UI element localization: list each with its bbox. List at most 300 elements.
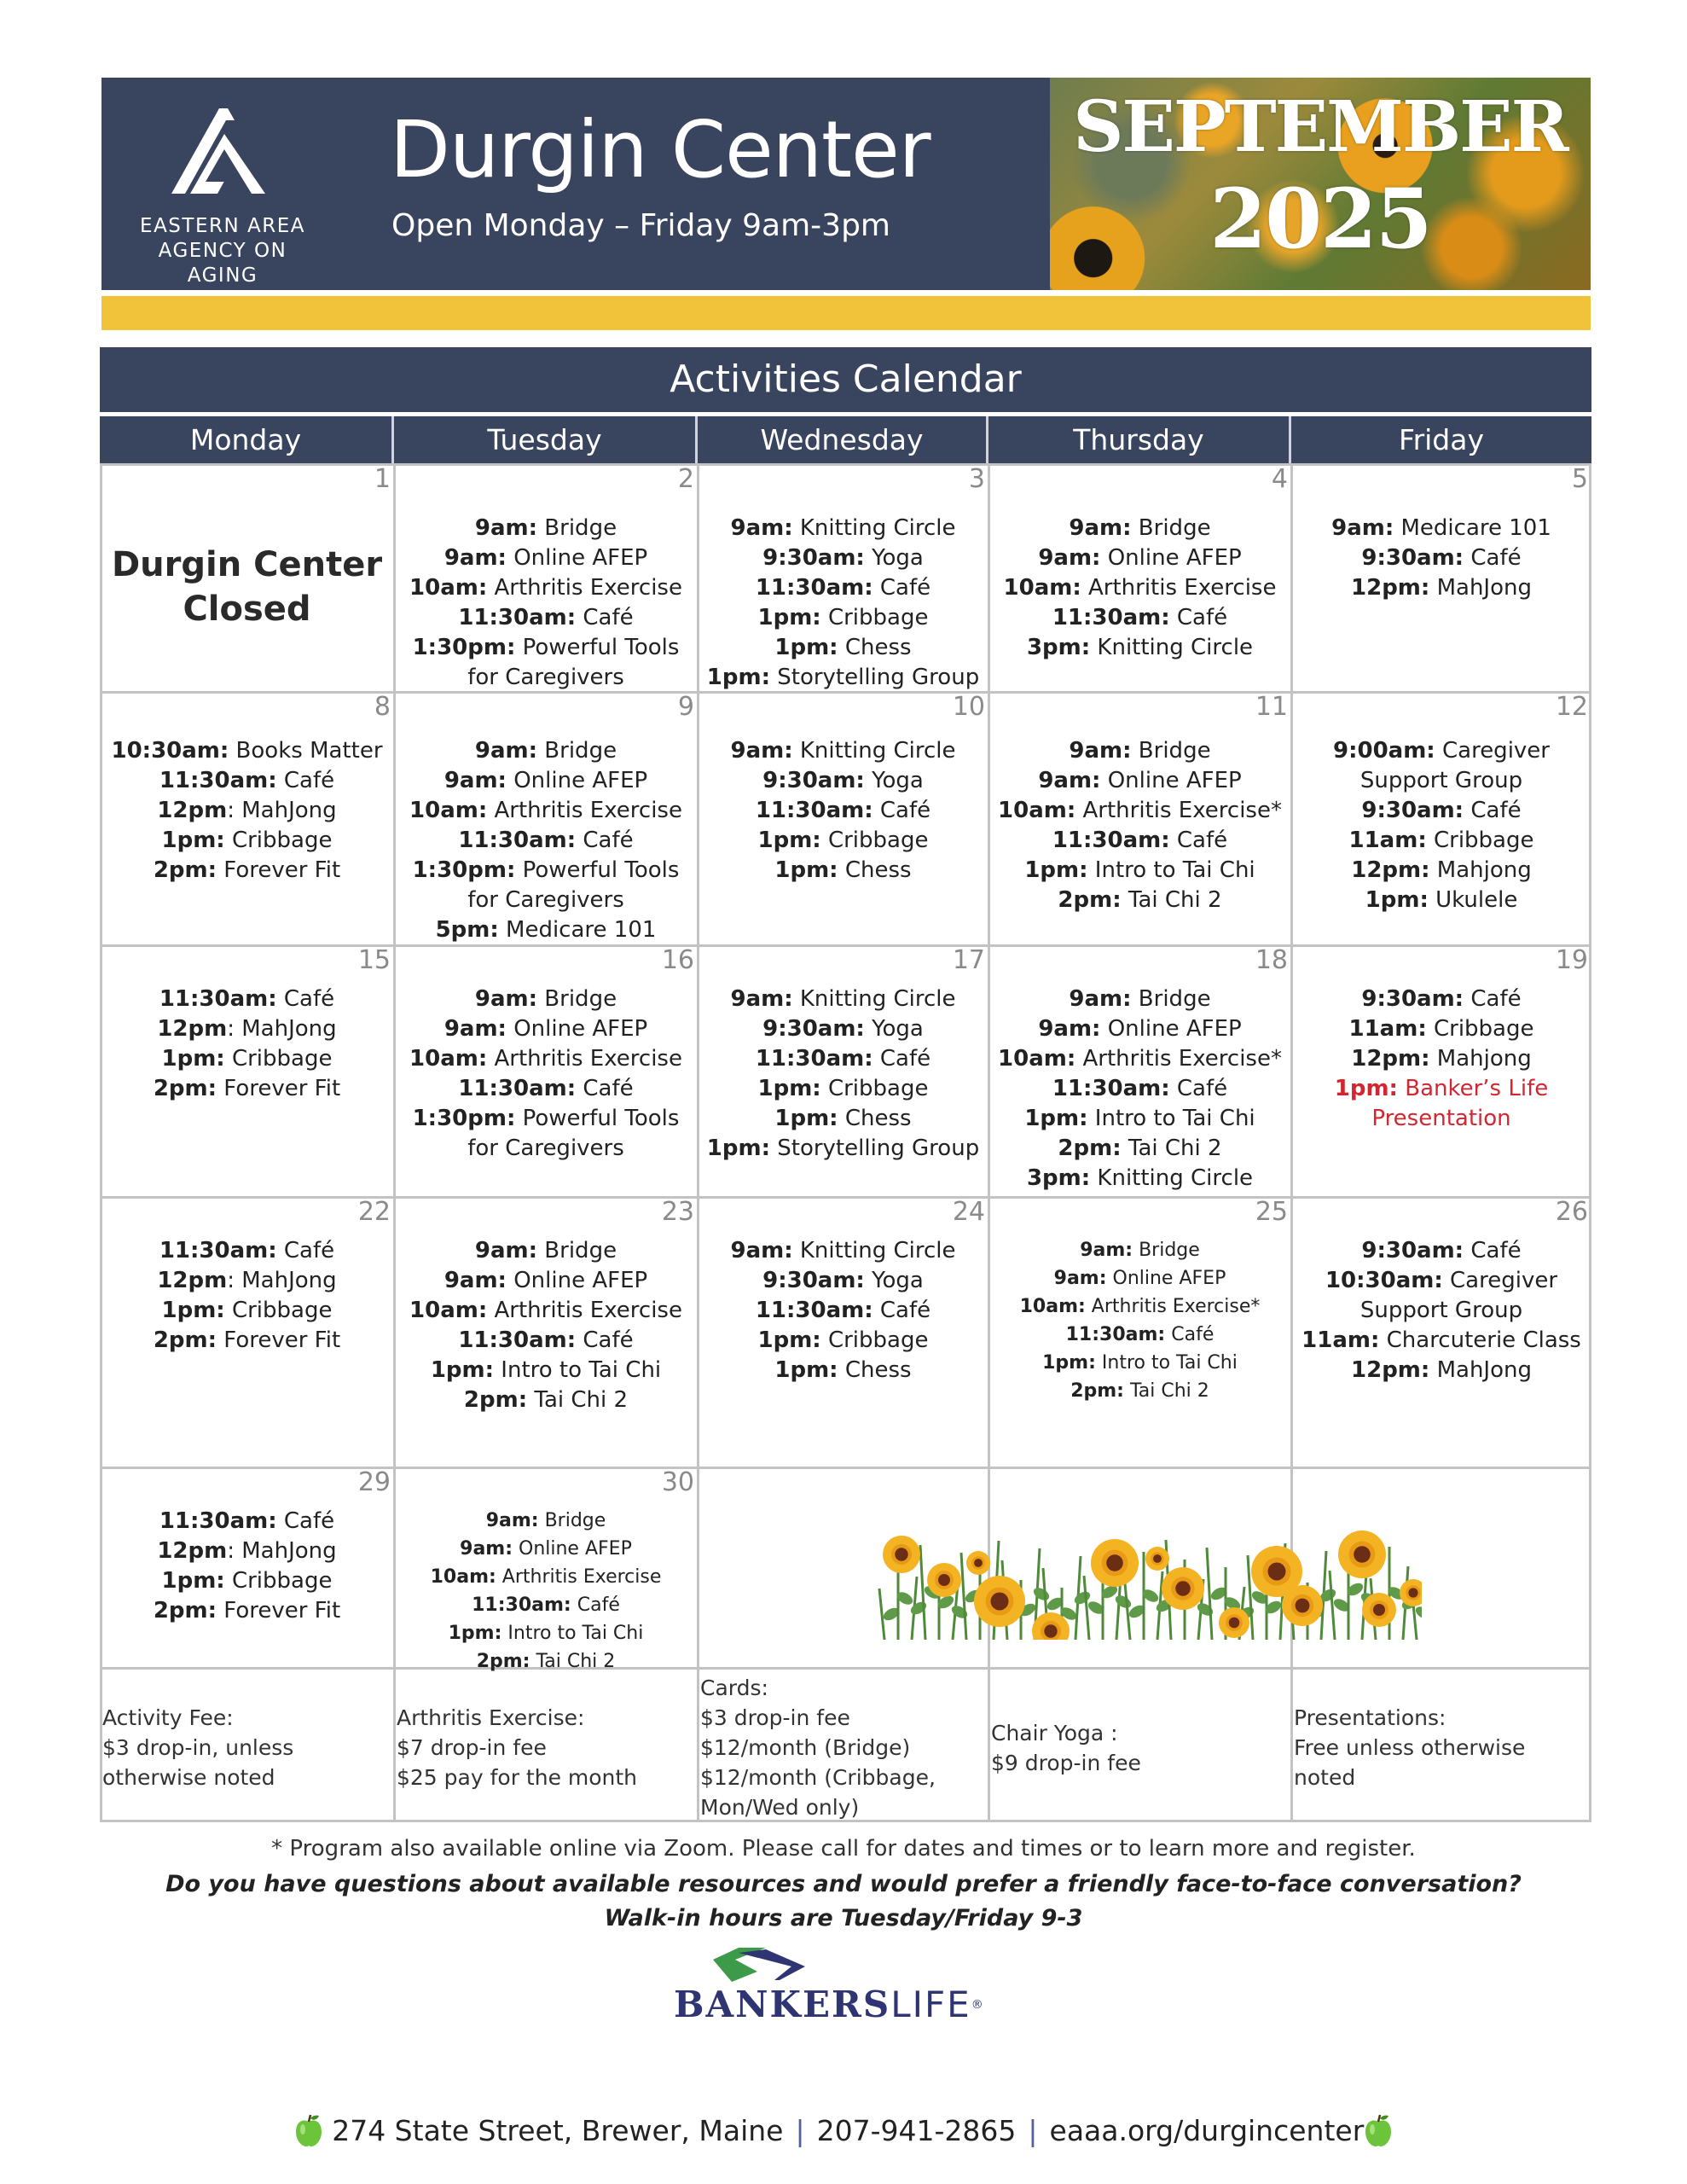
event-item (1291, 573, 1591, 603)
event-time: 9am: (1069, 515, 1132, 541)
date-number: 1 (374, 464, 391, 494)
event-name: Knitting Circle (792, 1238, 956, 1263)
event-time: 1pm: (161, 1298, 225, 1323)
event-name: Cribbage (224, 828, 333, 853)
event-item (1291, 543, 1591, 573)
event-item (698, 1044, 988, 1074)
event-time: 3pm: (1026, 635, 1091, 660)
date-number: 16 (661, 945, 694, 975)
event-item (988, 1349, 1291, 1377)
date-number: 23 (661, 1197, 694, 1227)
phone-number[interactable]: 207-941-2865 (816, 2114, 1017, 2147)
event-time: 1pm: (161, 828, 225, 853)
event-item (988, 1321, 1291, 1349)
fee-note (102, 1703, 390, 1792)
sunflowers-illustration-icon (876, 1529, 1422, 1640)
event-item (698, 573, 988, 603)
event-time: 11:30am: (1052, 1076, 1170, 1101)
event-item (394, 1266, 698, 1296)
event-name: Café (872, 1298, 931, 1323)
date-number: 22 (357, 1197, 391, 1227)
event-list (394, 736, 698, 945)
event-time: 10am: (409, 798, 488, 823)
event-item (1291, 1074, 1591, 1134)
event-list (1291, 1236, 1591, 1385)
event-item (988, 1074, 1291, 1104)
event-time: 1:30pm: (412, 1106, 516, 1131)
fee-note (397, 1703, 693, 1792)
event-name: Mahjong (1429, 1046, 1532, 1072)
event-item (698, 1014, 988, 1044)
event-name: Yoga (864, 1016, 924, 1042)
event-item (1291, 856, 1591, 886)
fee-line: $12/month (Cribbage, (700, 1765, 936, 1790)
event-list (100, 1507, 394, 1626)
event-name: Café (1464, 545, 1522, 571)
event-item (394, 1296, 698, 1326)
page-title: Durgin Center (390, 104, 930, 195)
event-item (988, 573, 1291, 603)
calendar-day-cell (394, 464, 698, 692)
date-number: 18 (1255, 945, 1288, 975)
fee-line: Free unless otherwise (1294, 1735, 1526, 1760)
gold-divider (101, 296, 1591, 330)
event-item (394, 1647, 698, 1676)
event-name: Yoga (864, 1268, 924, 1293)
event-name: Cribbage (1426, 1016, 1534, 1042)
event-item (698, 766, 988, 796)
event-name: Bridge (1133, 1240, 1200, 1261)
event-item (394, 1385, 698, 1415)
event-time: 1pm: (774, 1106, 838, 1131)
calendar-day-cell (988, 945, 1291, 1197)
event-item (988, 1044, 1291, 1074)
event-item (698, 736, 988, 766)
event-time: 1pm: (161, 1046, 225, 1072)
date-number: 24 (952, 1197, 985, 1227)
fee-line: Mon/Wed only) (700, 1795, 860, 1820)
event-list (100, 736, 394, 886)
event-item (1291, 796, 1591, 826)
event-item (988, 736, 1291, 766)
calendar-day-cell (698, 692, 988, 945)
event-time: 1pm: (1024, 1106, 1088, 1131)
event-item (1291, 1266, 1591, 1326)
event-item (394, 603, 698, 633)
event-list (988, 736, 1291, 915)
event-time: 11:30am: (755, 798, 873, 823)
closed-line: Durgin Center (111, 545, 383, 584)
event-time: 11:30am: (458, 1076, 577, 1101)
fee-line: $7 drop-in fee (397, 1735, 547, 1760)
event-name: Bridge (1131, 986, 1211, 1012)
event-time: 9am: (1331, 515, 1394, 541)
event-time: 12pm: (1351, 857, 1430, 883)
date-number: 29 (357, 1467, 391, 1497)
event-time: 9:30am: (1361, 1238, 1464, 1263)
event-item (1291, 1044, 1591, 1074)
event-time: 1pm: (757, 605, 821, 630)
fee-line: Cards: (700, 1676, 768, 1700)
event-time: 11:30am: (472, 1594, 571, 1616)
event-name: Knitting Circle (792, 515, 956, 541)
event-item (394, 826, 698, 856)
event-name: Banker’s Life Presentation (1371, 1076, 1549, 1131)
event-name: Mahjong (1429, 857, 1532, 883)
fee-line: Chair Yoga : (991, 1720, 1118, 1745)
event-name: Powerful Tools for Caregivers (467, 857, 680, 913)
event-name: Café (872, 798, 931, 823)
date-number: 11 (1255, 692, 1288, 722)
website-link[interactable]: eaaa.org/durgincenter (1049, 2114, 1365, 2147)
event-time: 11:30am: (458, 1327, 577, 1353)
event-item (394, 1507, 698, 1535)
calendar-day-cell (1291, 945, 1591, 1197)
month-name: SEPTEMBER (1073, 86, 1568, 168)
event-item (698, 514, 988, 543)
event-time: 10am: (430, 1566, 496, 1588)
registered-mark: ® (971, 1998, 983, 2012)
event-time: 1pm: (430, 1357, 495, 1383)
event-time: 2pm: (1058, 887, 1122, 913)
event-item (394, 633, 698, 693)
event-item (988, 1377, 1291, 1405)
event-item (988, 1264, 1291, 1292)
event-name: Bridge (1131, 738, 1211, 764)
event-name: Forever Fit (217, 1327, 341, 1353)
event-name: Cribbage (224, 1046, 333, 1072)
event-name: : MahJong (227, 1538, 337, 1564)
event-list (394, 1507, 698, 1676)
event-item (698, 663, 988, 693)
event-name: Intro to Tai Chi (501, 1623, 644, 1644)
event-list (394, 514, 698, 693)
event-name: Tai Chi 2 (530, 1651, 616, 1672)
event-item (100, 1507, 394, 1536)
event-time: 9:30am: (762, 768, 865, 793)
event-name: Café (1169, 1076, 1228, 1101)
event-time: 1pm: (774, 635, 838, 660)
event-list (100, 985, 394, 1104)
event-item (394, 1356, 698, 1385)
event-item (394, 856, 698, 915)
fee-line: Activity Fee: (102, 1705, 234, 1730)
event-name: Café (1169, 605, 1228, 630)
header-banner (101, 78, 1050, 290)
event-name: Caregiver Support Group (1359, 738, 1550, 793)
event-name: Online AFEP (506, 1268, 648, 1293)
event-item (1291, 514, 1591, 543)
event-name: Café (1464, 986, 1522, 1012)
event-name: Arthritis Exercise* (1075, 798, 1282, 823)
event-time: 3pm: (1026, 1165, 1091, 1191)
green-apple-icon (294, 2113, 323, 2147)
event-item (100, 985, 394, 1014)
event-item (1291, 1236, 1591, 1266)
event-item (100, 1074, 394, 1104)
month-banner (1050, 78, 1591, 290)
hours-subtitle: Open Monday – Friday 9am-3pm (391, 208, 890, 243)
day-header-thursday: Thursday (988, 416, 1291, 464)
event-name: Yoga (864, 768, 924, 793)
event-name: Online AFEP (1106, 1268, 1226, 1289)
event-item (100, 1536, 394, 1566)
event-name: Bridge (537, 1238, 617, 1263)
event-item (988, 856, 1291, 886)
event-time: 11:30am: (458, 605, 577, 630)
event-time: 1pm: (1042, 1352, 1096, 1374)
event-item (394, 573, 698, 603)
calendar-day-cell (1291, 464, 1591, 692)
event-item (394, 1591, 698, 1619)
event-name: Intro to Tai Chi (494, 1357, 662, 1383)
event-list (1291, 514, 1591, 603)
event-item (698, 1296, 988, 1326)
fee-line: Presentations: (1294, 1705, 1446, 1730)
fee-line: $3 drop-in fee (700, 1705, 850, 1730)
event-list (698, 514, 988, 693)
event-time: 9:30am: (1361, 986, 1464, 1012)
event-item (100, 1236, 394, 1266)
event-item (100, 1266, 394, 1296)
event-item (100, 1014, 394, 1044)
event-item (988, 766, 1291, 796)
date-number: 2 (677, 464, 694, 494)
event-item (394, 1014, 698, 1044)
fee-note (991, 1718, 1287, 1778)
event-time: 9am: (1069, 738, 1132, 764)
event-name: Chess (838, 1357, 912, 1383)
event-time: 11am: (1348, 1016, 1427, 1042)
event-name: Online AFEP (1100, 1016, 1242, 1042)
event-time: 1pm: (757, 1327, 821, 1353)
event-time: 9:30am: (762, 545, 865, 571)
event-time: 9am: (730, 515, 793, 541)
event-item (988, 633, 1291, 663)
fee-line: otherwise noted (102, 1765, 275, 1790)
event-list (698, 1236, 988, 1385)
month-year: 2025 (1209, 171, 1431, 267)
event-item (394, 985, 698, 1014)
calendar-day-cell (394, 945, 698, 1197)
zoom-note: * Program also available online via Zoom. Please call for dates and times or to learn more and register. (271, 1836, 1416, 1862)
event-time: 2pm: (153, 1076, 217, 1101)
event-time: 10am: (409, 575, 488, 601)
event-item (988, 1292, 1291, 1321)
event-name: Online AFEP (506, 768, 648, 793)
event-name: : MahJong (227, 1268, 337, 1293)
green-apple-icon (1364, 2113, 1393, 2147)
event-item (1291, 985, 1591, 1014)
event-name: Intro to Tai Chi (1087, 1106, 1255, 1131)
day-header-friday: Friday (1291, 416, 1591, 464)
event-name: Chess (838, 857, 912, 883)
event-list (698, 985, 988, 1164)
event-time: 9am: (474, 515, 538, 541)
event-time: 10am: (998, 1046, 1076, 1072)
bankers-life-logo-icon (713, 1948, 807, 1982)
event-time: 2pm: (153, 857, 217, 883)
event-time: 9am: (474, 1238, 538, 1263)
event-time: 2pm: (153, 1327, 217, 1353)
date-number: 26 (1555, 1197, 1588, 1227)
day-header-monday: Monday (100, 416, 394, 464)
event-item (1291, 1356, 1591, 1385)
event-list (988, 985, 1291, 1194)
event-time: 9am: (443, 1016, 507, 1042)
event-name: Café (571, 1594, 620, 1616)
event-name: Café (576, 1327, 634, 1353)
closed-notice (100, 543, 394, 631)
event-time: 11:30am: (1065, 1324, 1166, 1345)
event-time: 2pm: (1058, 1136, 1122, 1161)
event-name: Café (1464, 798, 1522, 823)
event-name: Ukulele (1428, 887, 1518, 913)
event-name: Tai Chi 2 (1123, 1380, 1209, 1402)
event-name: Café (1165, 1324, 1215, 1345)
fee-line: $25 pay for the month (397, 1765, 638, 1790)
event-item (394, 1563, 698, 1591)
calendar-day-cell (698, 464, 988, 692)
event-item (394, 1619, 698, 1647)
event-item (698, 1074, 988, 1104)
mountain-a-logo-icon (171, 102, 274, 195)
calendar-day-cell (1291, 692, 1591, 945)
event-name: Storytelling Group (769, 665, 980, 690)
event-time: 1pm: (448, 1623, 502, 1644)
event-name: Knitting Circle (1090, 635, 1254, 660)
event-time: 9am: (1038, 545, 1101, 571)
event-name: Forever Fit (217, 1076, 341, 1101)
event-item (988, 514, 1291, 543)
event-item (100, 796, 394, 826)
event-item (394, 796, 698, 826)
event-item (100, 766, 394, 796)
fee-line: $12/month (Bridge) (700, 1735, 911, 1760)
event-name: Knitting Circle (1090, 1165, 1254, 1191)
event-time: 9am: (474, 986, 538, 1012)
event-time: 9am: (443, 545, 507, 571)
event-time: 11am: (1301, 1327, 1380, 1353)
event-item (698, 1104, 988, 1134)
event-item (100, 826, 394, 856)
event-time: 10am: (1019, 1296, 1086, 1317)
event-time: 9:30am: (1361, 545, 1464, 571)
event-name: Online AFEP (1100, 545, 1242, 571)
event-name: Arthritis Exercise (487, 798, 682, 823)
calendar-title: Activities Calendar (100, 347, 1591, 412)
event-time: 10am: (1003, 575, 1081, 601)
event-time: 2pm: (1070, 1380, 1124, 1402)
event-list (1291, 736, 1591, 915)
event-item (988, 886, 1291, 915)
event-time: 11:30am: (159, 1508, 277, 1534)
event-time: 12pm: (1351, 1357, 1430, 1383)
event-time: 11:30am: (159, 1238, 277, 1263)
event-time: 11:30am: (159, 986, 277, 1012)
date-number: 17 (952, 945, 985, 975)
fee-line: Arthritis Exercise: (397, 1705, 585, 1730)
event-name: Caregiver Support Group (1359, 1268, 1558, 1323)
event-name: Powerful Tools for Caregivers (467, 635, 680, 690)
event-name: Knitting Circle (792, 986, 956, 1012)
event-name: Intro to Tai Chi (1095, 1352, 1238, 1374)
calendar-day-cell (100, 1197, 394, 1467)
event-item (698, 826, 988, 856)
fee-line: noted (1294, 1765, 1356, 1790)
event-name: Bridge (538, 1510, 606, 1531)
event-item (394, 1104, 698, 1164)
event-time: 9am: (1038, 768, 1101, 793)
event-time: 10:30am: (1325, 1268, 1443, 1293)
event-item (394, 543, 698, 573)
fee-line: $3 drop-in, unless (102, 1735, 294, 1760)
contact-bar (0, 2112, 1687, 2150)
event-time: 2pm: (153, 1598, 217, 1623)
event-item (988, 603, 1291, 633)
event-item (1291, 1014, 1591, 1044)
calendar-day-cell (698, 1197, 988, 1467)
event-time: 9:30am: (762, 1016, 865, 1042)
event-item (394, 514, 698, 543)
event-name: Café (276, 1508, 335, 1534)
separator: | (795, 2114, 805, 2147)
event-name: Bridge (537, 738, 617, 764)
event-time: 9:30am: (762, 1268, 865, 1293)
event-time: 10am: (998, 798, 1076, 823)
calendar-day-cell (394, 1197, 698, 1467)
date-number: 12 (1555, 692, 1588, 722)
event-time: 1pm: (1365, 887, 1429, 913)
separator: | (1028, 2114, 1038, 2147)
event-time: 11am: (1348, 828, 1427, 853)
event-name: Online AFEP (513, 1538, 632, 1560)
event-name: Online AFEP (506, 1016, 648, 1042)
date-number: 4 (1271, 464, 1288, 494)
event-name: Tai Chi 2 (527, 1387, 629, 1413)
event-time: 1pm: (706, 1136, 770, 1161)
event-time: 2pm: (476, 1651, 530, 1672)
event-name: Bridge (537, 986, 617, 1012)
sponsor-logo-text (674, 1984, 1032, 2026)
event-item (394, 1326, 698, 1356)
event-item (1291, 736, 1591, 796)
event-time: 12pm: (1351, 575, 1430, 601)
event-list (394, 1236, 698, 1415)
event-name: Arthritis Exercise (487, 575, 682, 601)
event-name: Arthritis Exercise (487, 1046, 682, 1072)
event-time: 12pm (157, 798, 228, 823)
event-item (698, 633, 988, 663)
event-time: 12pm (157, 1016, 228, 1042)
event-item (698, 796, 988, 826)
event-name: Chess (838, 1106, 912, 1131)
sponsor-light: LIFE (890, 1984, 971, 2025)
event-time: 12pm: (1351, 1046, 1430, 1072)
event-name: Forever Fit (217, 1598, 341, 1623)
calendar-day-cell (100, 692, 394, 945)
event-name: : MahJong (227, 798, 337, 823)
event-time: 12pm (157, 1268, 228, 1293)
event-item (988, 985, 1291, 1014)
event-name: Intro to Tai Chi (1087, 857, 1255, 883)
event-item (698, 603, 988, 633)
event-name: Café (1464, 1238, 1522, 1263)
event-name: Storytelling Group (769, 1136, 980, 1161)
event-time: 9am: (730, 738, 793, 764)
event-time: 11:30am: (755, 1046, 873, 1072)
event-item (988, 826, 1291, 856)
